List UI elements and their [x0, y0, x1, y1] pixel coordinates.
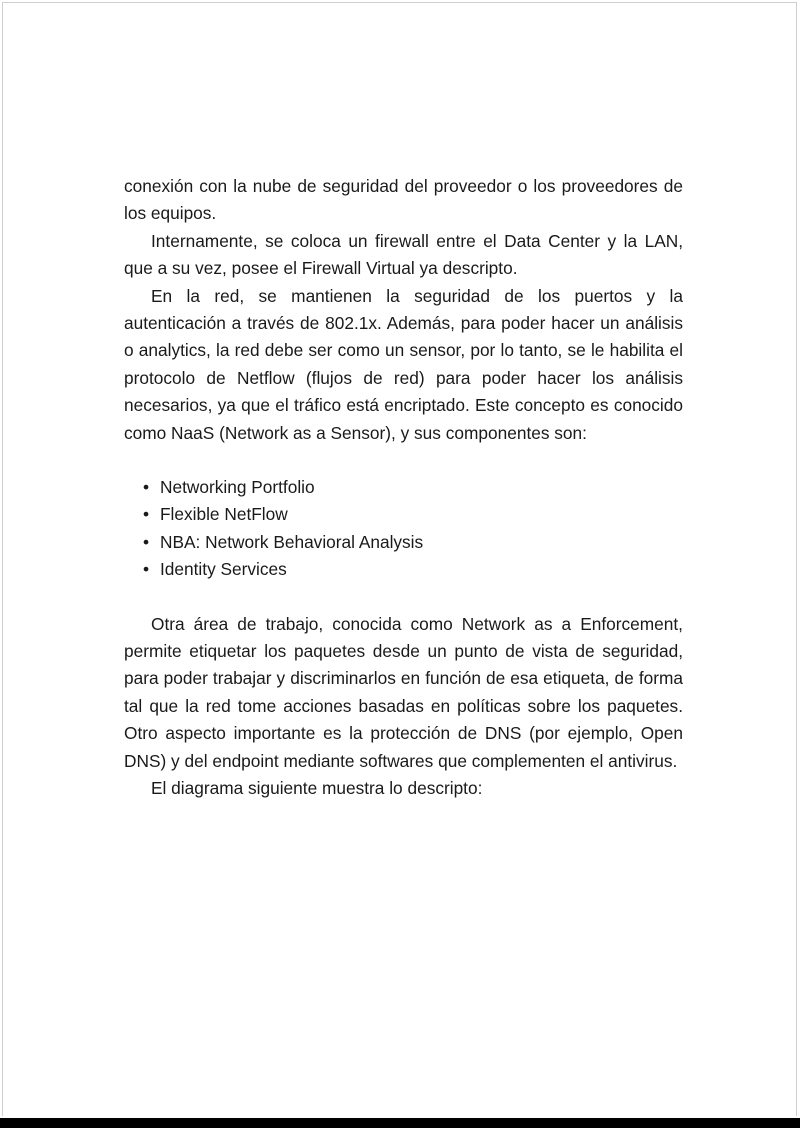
paragraph-network-as-enforcement: Otra área de trabajo, conocida como Network as a Enforcement, permite etiquetar los paquetes desde un punto de vista de seguridad, para poder trabajar y discriminarlos en función de esa etiqueta, de forma tal que la red tome acciones basadas en políticas sobre los paquetes. Otro aspecto importante es la protección de DNS (por ejemplo, Open DNS) y del endpoint mediante softwares que complementen el antivirus. — [124, 613, 683, 771]
bullet-icon: • — [142, 531, 150, 552]
bottom-black-bar — [0, 1118, 800, 1128]
paragraph-diagram-intro: El diagrama siguiente muestra lo descripto: — [151, 778, 483, 799]
list-item-text: NBA: Network Behavioral Analysis — [160, 531, 424, 552]
page-body — [124, 173, 683, 802]
list-item-text: Networking Portfolio — [160, 477, 315, 498]
list-item — [140, 556, 683, 583]
list-item — [140, 474, 683, 501]
list-item — [140, 501, 683, 528]
bullet-icon: • — [142, 559, 150, 580]
paragraph-network-as-sensor: En la red, se mantienen la seguridad de los puertos y la autenticación a través de 802.1x. Además, para poder hacer un análisis o analytics, la red debe ser como un sensor, por lo tanto, se le habilita el protocolo de Netflow (flujos de red) para poder hacer los análisis necesarios, ya que el tráfico está encriptado. Este concepto es conocido como NaaS (Network as a Sensor), y sus componentes son: — [124, 285, 683, 443]
paragraph-continuation: conexión con la nube de seguridad del proveedor o los proveedores de los equipos. — [124, 176, 683, 224]
document-page — [2, 2, 797, 1116]
list-item — [140, 529, 683, 556]
paragraph-internal-firewall: Internamente, se coloca un firewall entre el Data Center y la LAN, que a su vez, posee el Firewall Virtual ya descripto. — [124, 230, 683, 279]
bullet-icon: • — [142, 504, 150, 525]
list-item-text: Flexible NetFlow — [160, 504, 288, 525]
list-item-text: Identity Services — [160, 559, 287, 580]
naas-components-list — [124, 474, 683, 584]
bullet-icon: • — [142, 477, 150, 498]
